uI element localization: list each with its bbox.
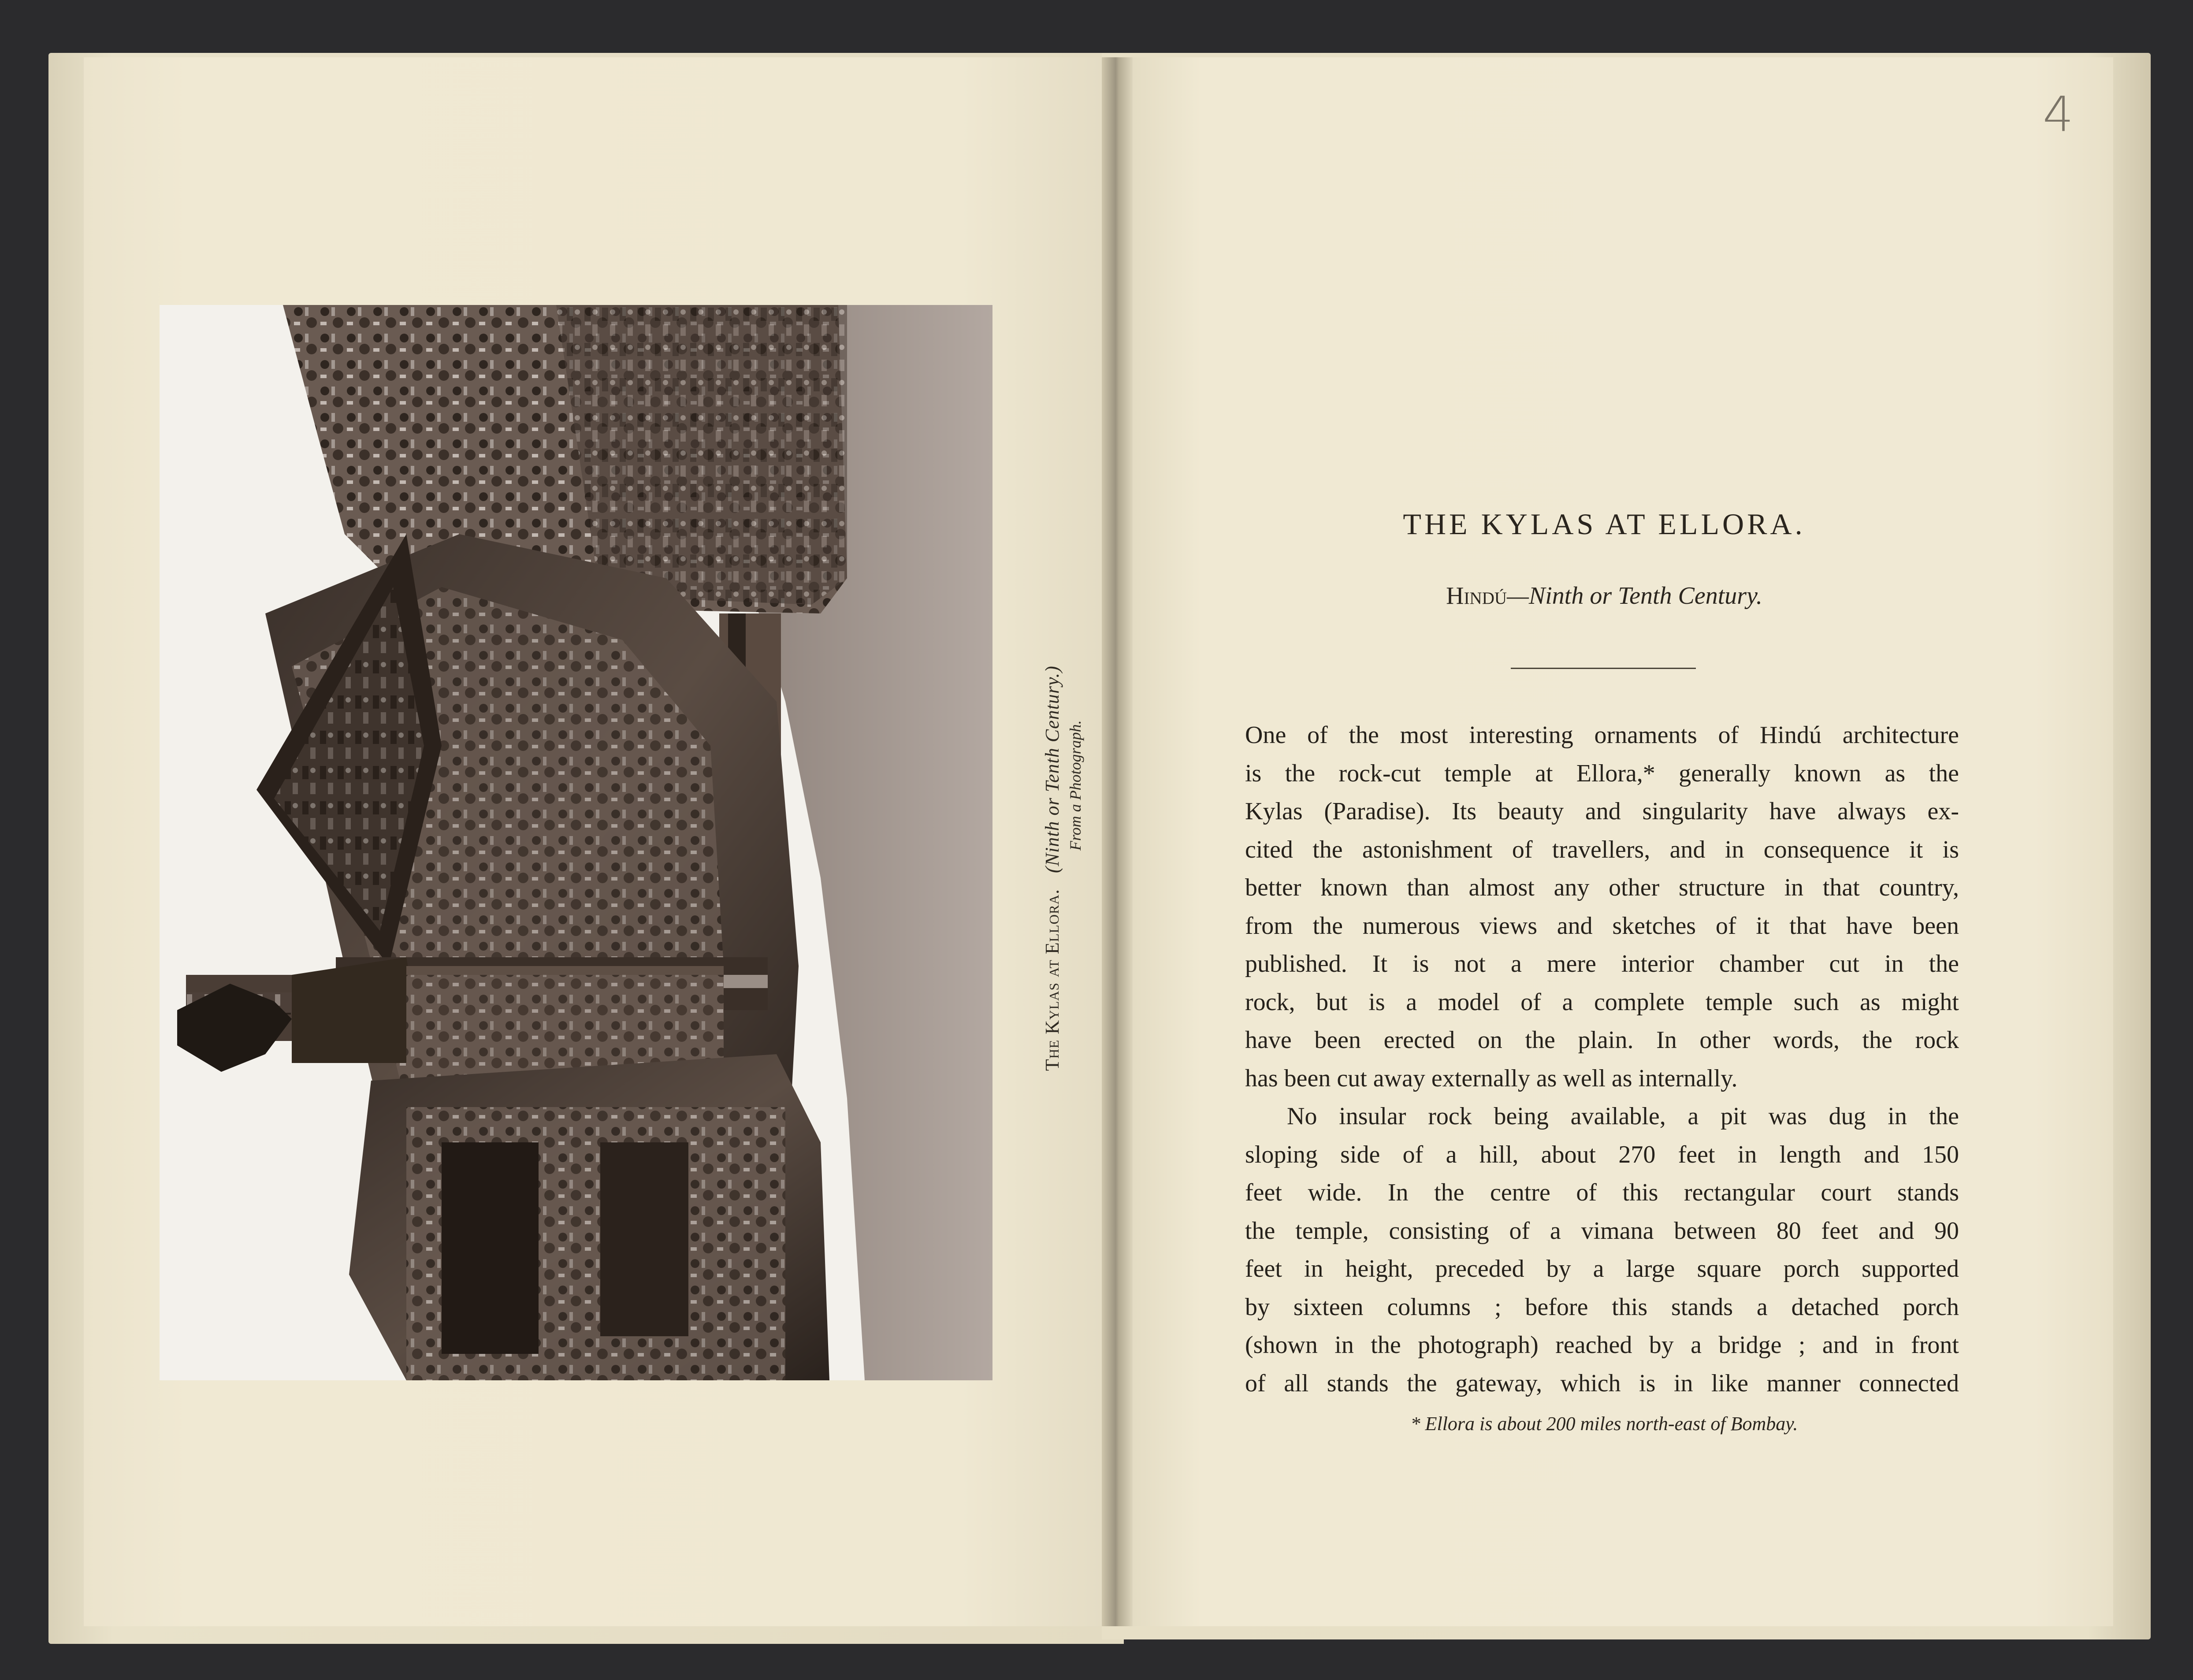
caption-date-text: (Ninth or Tenth Century.)	[1041, 665, 1063, 873]
book-gutter	[1102, 57, 1133, 1626]
photo-caption	[1041, 665, 1085, 1071]
handwritten-page-number: 4	[2043, 86, 2074, 142]
text-line: the temple, consisting of a vimana between 80 feet and 90	[1245, 1217, 1959, 1245]
caption-source: From a Photograph.	[1067, 720, 1084, 851]
paragraph-2	[1245, 1097, 1959, 1402]
text-line: (shown in the photograph) reached by a bridge ; and in front	[1245, 1331, 1959, 1359]
text-line: feet in height, preceded by a large square porch supported	[1245, 1255, 1959, 1282]
text-line: rock, but is a model of a complete temple such as might	[1245, 988, 1959, 1016]
page-subtitle	[1234, 582, 1974, 610]
caption-title	[1041, 665, 1063, 1071]
text-line: No insular rock being available, a pit was dug in the	[1287, 1103, 1959, 1130]
text-line: by sixteen columns ; before this stands a detached porch	[1245, 1293, 1959, 1321]
text-line: from the numerous views and sketches of it that have been	[1245, 912, 1959, 940]
text-line: has been cut away externally as well as internally.	[1245, 1064, 1738, 1092]
text-line: cited the astonishment of travellers, and in consequence it is	[1245, 836, 1959, 863]
text-line: better known than almost any other structure in that country,	[1245, 874, 1959, 901]
body-text	[1245, 716, 1959, 1402]
text-line: feet wide. In the centre of this rectangular court stands	[1245, 1179, 1959, 1206]
footnote: * Ellora is about 200 miles north-east of Bombay.	[1410, 1413, 1798, 1435]
text-line: One of the most interesting ornaments of Hindú architecture	[1245, 721, 1959, 749]
text-line: Kylas (Paradise). Its beauty and singularity have always ex-	[1245, 798, 1959, 825]
subtitle-hindu: Hindú	[1446, 582, 1507, 610]
caption-title-text: The Kylas at Ellora.	[1041, 888, 1063, 1071]
paragraph-1	[1245, 716, 1959, 1097]
subtitle-century: —Ninth or Tenth Century.	[1507, 582, 1762, 610]
text-line: have been erected on the plain. In other words, the rock	[1245, 1026, 1959, 1054]
text-line: is the rock-cut temple at Ellora,* generally known as the	[1245, 759, 1959, 787]
temple-photograph	[160, 305, 992, 1380]
page-title: THE KYLAS AT ELLORA.	[1403, 507, 1806, 541]
title-divider	[1511, 668, 1696, 669]
text-line: sloping side of a hill, about 270 feet in length and 150	[1245, 1141, 1959, 1168]
text-line: published. It is not a mere interior chamber cut in the	[1245, 950, 1959, 978]
text-line: of all stands the gateway, which is in like manner connected	[1245, 1369, 1959, 1397]
